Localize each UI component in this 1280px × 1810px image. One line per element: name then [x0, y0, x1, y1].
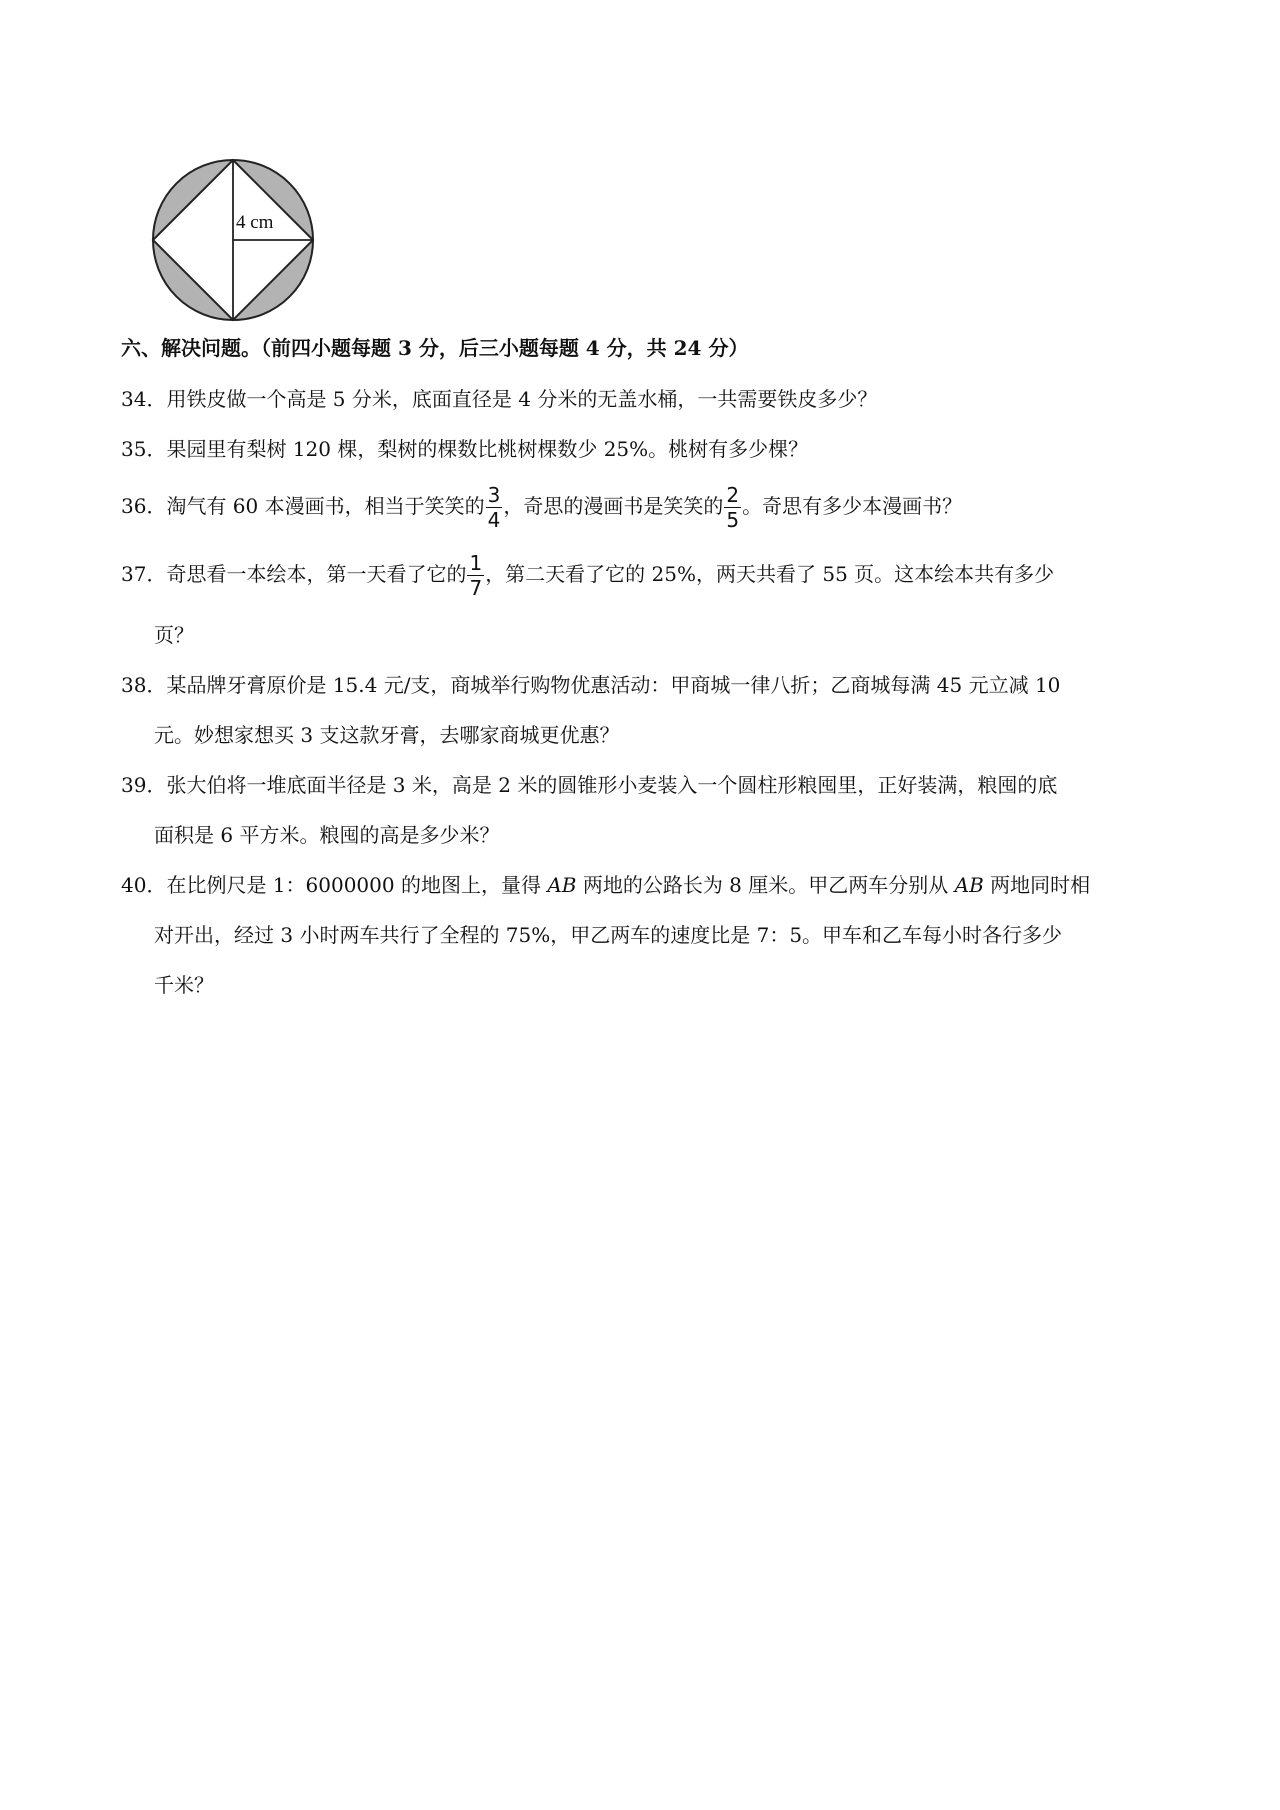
question-line-3: 千米？ — [154, 973, 214, 997]
question-40-continued-2 — [121, 970, 1167, 1000]
question-text-c: 。奇思有多少本漫画书？ — [742, 494, 963, 518]
question-39 — [121, 770, 1167, 800]
question-text-a: 淘气有 60 本漫画书，相当于笑笑的 — [166, 494, 485, 518]
question-line-2: 面积是 6 平方米。粮囤的高是多少米？ — [154, 823, 500, 847]
denominator: 7 — [469, 576, 483, 600]
question-number: 34． — [121, 387, 167, 411]
question-38-continued — [121, 720, 1167, 750]
circle-square-figure — [148, 155, 318, 325]
question-40 — [121, 870, 1167, 900]
question-line-1: 某品牌牙膏原价是 15.4 元/支，商城举行购物优惠活动：甲商城一律八折；乙商城每满 45 元立减 10 — [166, 673, 1061, 697]
question-40-continued — [121, 920, 1167, 950]
italic-ab: AB — [954, 873, 984, 897]
numerator: 1 — [469, 551, 483, 575]
question-36 — [121, 484, 1167, 531]
numerator: 2 — [726, 483, 740, 507]
question-37-continued — [121, 620, 1167, 650]
question-line-1b: 两地的公路长为 8 厘米。甲乙两车分别从 — [576, 873, 955, 897]
question-text: 果园里有梨树 120 棵，梨树的棵数比桃树棵数少 25%。桃树有多少棵？ — [166, 437, 809, 461]
question-text-a: 奇思看一本绘本，第一天看了它的 — [166, 562, 467, 586]
question-text-b: ，第二天看了它的 25%，两天共看了 55 页。这本绘本共有多少 — [485, 562, 1055, 586]
question-39-continued — [121, 820, 1167, 850]
numerator: 3 — [487, 483, 501, 507]
question-38 — [121, 670, 1167, 700]
question-number: 35． — [121, 437, 167, 461]
radius-label: 4 cm — [236, 212, 274, 233]
question-number: 36． — [121, 494, 167, 518]
question-35 — [121, 434, 1167, 464]
question-number: 37． — [121, 562, 167, 586]
question-line-1c: 两地同时相 — [983, 873, 1091, 897]
fraction-two-fifths — [724, 484, 741, 531]
question-text-b: ，奇思的漫画书是笑笑的 — [503, 494, 724, 518]
question-line-1: 张大伯将一堆底面半径是 3 米，高是 2 米的圆锥形小麦装入一个圆柱形粮囤里，正好装满，粮囤的底 — [166, 773, 1058, 797]
question-number: 40． — [121, 873, 167, 897]
question-line-2: 对开出，经过 3 小时两车共行了全程的 75%，甲乙两车的速度比是 7：5。甲车和乙车每小时各行多少 — [154, 923, 1063, 947]
denominator: 4 — [487, 508, 501, 532]
question-text: 用铁皮做一个高是 5 分米，底面直径是 4 分米的无盖水桶，一共需要铁皮多少？ — [166, 387, 878, 411]
question-line-1a: 在比例尺是 1：6000000 的地图上，量得 — [166, 873, 548, 897]
question-37 — [121, 552, 1167, 599]
fraction-three-quarters — [486, 484, 503, 531]
section-title: 六、解决问题。（前四小题每题 3 分，后三小题每题 4 分，共 24 分） — [121, 336, 749, 360]
question-number: 38． — [121, 673, 167, 697]
question-34 — [121, 384, 1167, 414]
denominator: 5 — [726, 508, 740, 532]
question-number: 39． — [121, 773, 167, 797]
question-line-2: 元。妙想家想买 3 支这款牙膏，去哪家商城更优惠？ — [154, 723, 620, 747]
italic-ab: AB — [547, 873, 577, 897]
fraction-one-seventh — [467, 552, 484, 599]
question-text-c: 页？ — [154, 623, 194, 647]
